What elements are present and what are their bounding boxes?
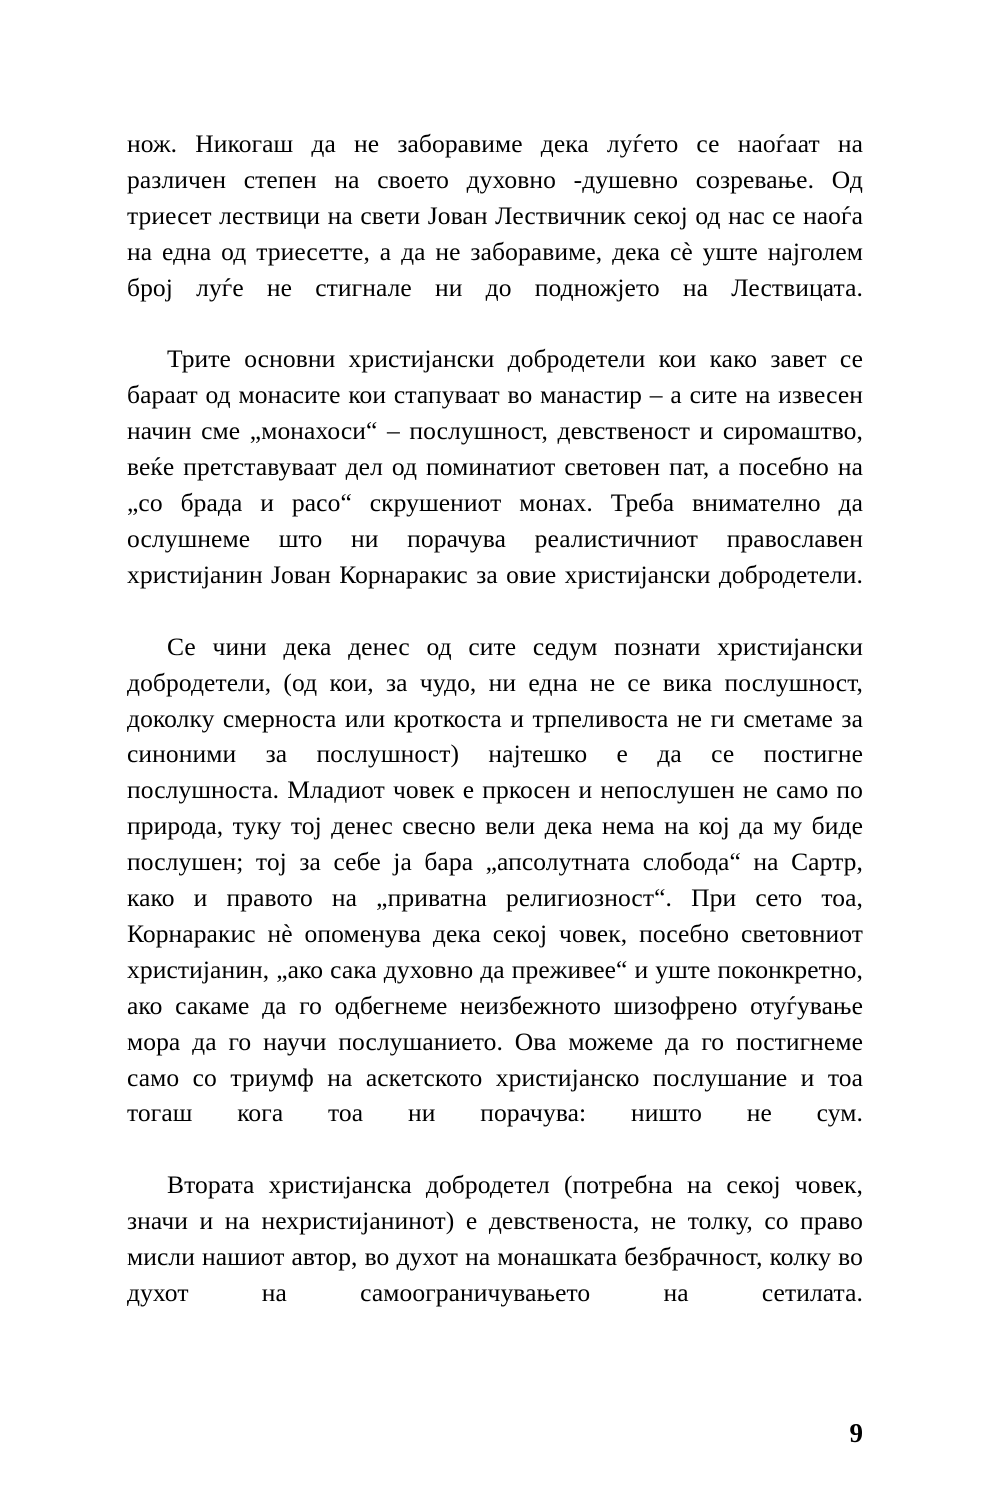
paragraph: нож. Никогаш да не заборавиме дека луѓето се наоѓаат на различен степен на своето духовно -душевно созревање. Од триесет лествици на свети Јован Лествичник секој од нас се наоѓа на една од триесетте, а да не заборавиме, дека сѐ уште најголем број луѓе не стигнале ни до подножјето на Лествицата. bbox=[127, 129, 863, 302]
paragraph: Втората христијанска добродетел (потребна на секој човек, значи и на нехристијанинот) е девственоста, не толку, со право мисли нашиот автор, во духот на монашката безбрачност, колку во духот на самоограничувањето на сетилата. bbox=[127, 1170, 863, 1307]
page-text-block bbox=[127, 126, 863, 1347]
page-number: 9 bbox=[849, 1418, 863, 1448]
paragraph: Трите основни христијански добродетели кои како завет се бараат од монасите кои стапуваат во манастир – а сите на извесен начин сме „монахоси“ – послушност, девственост и сиромаштво, веќе претставуваат дел од поминатиот световен пат, а посебно на „со брада и расо“ скрушениот монах. Треба внимателно да ослушнеме што ни порачува реалистичниот православен христијанин Јован Корнаракис за овие христијански добродетели. bbox=[127, 344, 863, 589]
paragraph: Се чини дека денес од сите седум познати христијански добродетели, (од кои, за чудо, ни една не се вика послушност, доколку смерноста или кроткоста и трпеливоста не ги сметаме за синоними за послушност) најтешко е да се постигне послушноста. Младиот човек е пркосен и непослушен не само по природа, туку тој денес свесно вели дека нема на кој да му биде послушен; тој за себе ја бара „апсолутната слобода“ на Сартр, како и правото на „приватна религиозност“. При сето тоа, Корнаракис нѐ опоменува дека секој човек, посебно световниот христијанин, „ако сака духовно да преживее“ и уште поконкретно, ако сакаме да го одбегнеме неизбежното шизофрено отуѓување мора да го научи послушанието. Ова можеме да го постигнеме само со триумф на аскетското христијанско послушание и тоа тогаш кога тоа ни порачува: ништо не сум. bbox=[127, 631, 863, 1128]
